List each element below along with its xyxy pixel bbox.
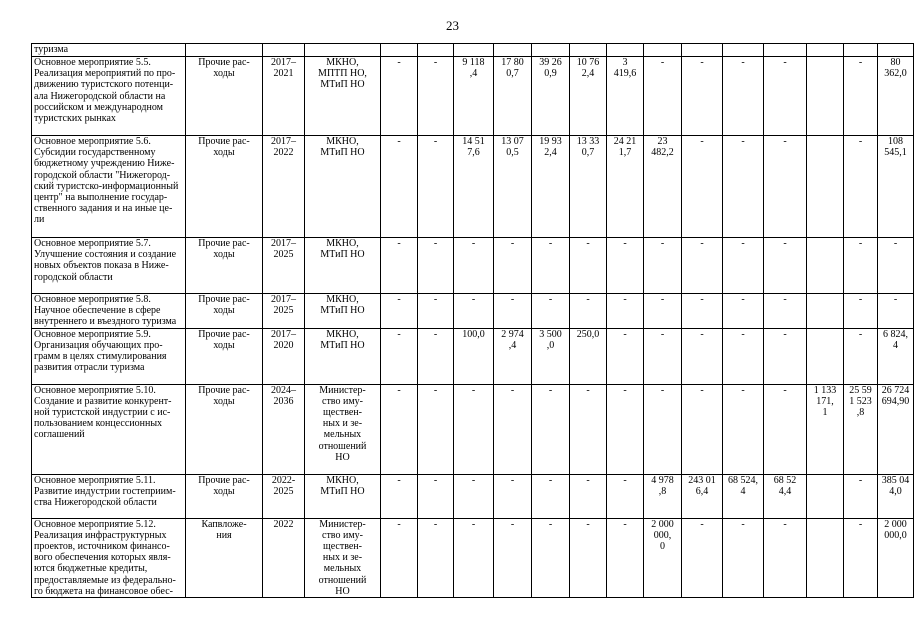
table-row <box>32 136 914 238</box>
value-cell: - <box>607 518 644 597</box>
value-cell: 14 51 7,6 <box>454 136 494 238</box>
value-cell: - <box>454 474 494 518</box>
table-row <box>32 294 914 329</box>
value-cell <box>807 57 844 136</box>
expense-type-cell: Прочие рас- ходы <box>186 384 263 474</box>
value-cell: - <box>381 136 418 238</box>
value-cell: 39 26 0,9 <box>532 57 570 136</box>
value-cell: 385 04 4,0 <box>878 474 914 518</box>
value-cell: - <box>844 474 878 518</box>
value-cell: - <box>844 57 878 136</box>
continuation-cell: туризма <box>32 44 186 57</box>
value-cell: 4 978 ,8 <box>644 474 682 518</box>
value-cell: 68 524, 4 <box>723 474 764 518</box>
value-cell: - <box>532 238 570 294</box>
value-cell: - <box>381 474 418 518</box>
value-cell: - <box>607 238 644 294</box>
value-cell: 2 974 ,4 <box>494 328 532 384</box>
value-cell: - <box>494 238 532 294</box>
period-cell: 2022- 2025 <box>263 474 305 518</box>
activity-name-cell: Основное мероприятие 5.6. Субсидии государственному бюджетному учреждению Ниже- городской области "Нижегород- ский туристско-информационный центр" на выполнение государ- ственного задания и на иные це- ли <box>32 136 186 238</box>
activity-name-cell: Основное мероприятие 5.10. Создание и развитие конкурент- ной туристской индустрии с ис- пользованием концессионных соглашений <box>32 384 186 474</box>
expense-type-cell: Прочие рас- ходы <box>186 294 263 329</box>
value-cell <box>807 136 844 238</box>
value-cell: 10 76 2,4 <box>570 57 607 136</box>
expense-type-cell: Прочие рас- ходы <box>186 57 263 136</box>
budget-table <box>31 43 914 598</box>
value-cell: - <box>844 294 878 329</box>
value-cell: 2 000 000, 0 <box>644 518 682 597</box>
value-cell: - <box>532 474 570 518</box>
value-cell: 13 33 0,7 <box>570 136 607 238</box>
value-cell: 68 52 4,4 <box>764 474 807 518</box>
value-cell <box>807 474 844 518</box>
value-cell <box>807 238 844 294</box>
expense-type-cell: Прочие рас- ходы <box>186 328 263 384</box>
value-cell: - <box>644 57 682 136</box>
value-cell: - <box>644 294 682 329</box>
value-cell: - <box>570 384 607 474</box>
executor-cell: МКНО, МТиП НО <box>305 474 381 518</box>
period-cell: 2022 <box>263 518 305 597</box>
value-cell: - <box>682 136 723 238</box>
value-cell: - <box>570 474 607 518</box>
value-cell: - <box>723 294 764 329</box>
value-cell: 23 482,2 <box>644 136 682 238</box>
value-cell: 19 93 2,4 <box>532 136 570 238</box>
table-row <box>32 238 914 294</box>
value-cell: 26 724 694,90 <box>878 384 914 474</box>
table-row <box>32 57 914 136</box>
executor-cell: МКНО, МПТП НО, МТиП НО <box>305 57 381 136</box>
value-cell: - <box>682 384 723 474</box>
value-cell: - <box>607 294 644 329</box>
value-cell: - <box>381 294 418 329</box>
value-cell: 3 500 ,0 <box>532 328 570 384</box>
table-row <box>32 384 914 474</box>
continuation-row <box>32 44 914 57</box>
value-cell: - <box>844 328 878 384</box>
value-cell: - <box>844 136 878 238</box>
value-cell: - <box>418 238 454 294</box>
value-cell: - <box>532 294 570 329</box>
value-cell: - <box>381 328 418 384</box>
value-cell: - <box>494 474 532 518</box>
period-cell: 2017– 2020 <box>263 328 305 384</box>
value-cell: - <box>844 518 878 597</box>
value-cell: - <box>682 518 723 597</box>
value-cell: - <box>494 384 532 474</box>
value-cell: - <box>418 474 454 518</box>
value-cell: - <box>454 518 494 597</box>
value-cell: - <box>532 518 570 597</box>
value-cell: - <box>381 238 418 294</box>
value-cell: - <box>418 518 454 597</box>
value-cell: - <box>764 57 807 136</box>
period-cell: 2017– 2022 <box>263 136 305 238</box>
value-cell: - <box>494 518 532 597</box>
value-cell: - <box>570 518 607 597</box>
value-cell: - <box>764 384 807 474</box>
value-cell: 2 000 000,0 <box>878 518 914 597</box>
value-cell: - <box>682 238 723 294</box>
value-cell: - <box>454 384 494 474</box>
value-cell: - <box>418 328 454 384</box>
value-cell: - <box>607 328 644 384</box>
value-cell: - <box>418 294 454 329</box>
value-cell: - <box>723 384 764 474</box>
value-cell: - <box>764 294 807 329</box>
activity-name-cell: Основное мероприятие 5.8. Научное обеспечение в сфере внутреннего и въездного туризма <box>32 294 186 329</box>
value-cell: - <box>764 136 807 238</box>
value-cell: 100,0 <box>454 328 494 384</box>
activity-name-cell: Основное мероприятие 5.12. Реализация инфраструктурных проектов, источником финансо- вого обеспечения которых явля- ются бюджетные кредиты, предоставляемые из федерально- го бюджета на финансовое обес- <box>32 518 186 597</box>
executor-cell: МКНО, МТиП НО <box>305 238 381 294</box>
value-cell: - <box>723 238 764 294</box>
executor-cell: МКНО, МТиП НО <box>305 328 381 384</box>
value-cell: 243 01 6,4 <box>682 474 723 518</box>
value-cell: - <box>723 328 764 384</box>
value-cell: - <box>381 57 418 136</box>
expense-type-cell: Прочие рас- ходы <box>186 474 263 518</box>
value-cell: - <box>607 474 644 518</box>
value-cell: 9 118 ,4 <box>454 57 494 136</box>
value-cell: 13 07 0,5 <box>494 136 532 238</box>
value-cell: - <box>570 238 607 294</box>
period-cell: 2017– 2025 <box>263 294 305 329</box>
value-cell: 1 133 171, 1 <box>807 384 844 474</box>
value-cell: - <box>682 294 723 329</box>
activity-name-cell: Основное мероприятие 5.7. Улучшение состояния и создание новых объектов показа в Ниже- городской области <box>32 238 186 294</box>
expense-type-cell: Прочие рас- ходы <box>186 238 263 294</box>
value-cell <box>807 518 844 597</box>
value-cell: 24 21 1,7 <box>607 136 644 238</box>
value-cell: - <box>570 294 607 329</box>
value-cell: - <box>682 328 723 384</box>
value-cell: 6 824, 4 <box>878 328 914 384</box>
value-cell: - <box>878 238 914 294</box>
value-cell: 250,0 <box>570 328 607 384</box>
expense-type-cell: Прочие рас- ходы <box>186 136 263 238</box>
value-cell: - <box>418 384 454 474</box>
value-cell: - <box>878 294 914 329</box>
value-cell: - <box>723 518 764 597</box>
value-cell: - <box>494 294 532 329</box>
value-cell: - <box>644 238 682 294</box>
value-cell <box>807 328 844 384</box>
value-cell: - <box>764 328 807 384</box>
value-cell: - <box>454 294 494 329</box>
activity-name-cell: Основное мероприятие 5.9. Организация обучающих про- грамм в целях стимулирования развития отрасли туризма <box>32 328 186 384</box>
value-cell: - <box>381 384 418 474</box>
value-cell: 25 59 1 523 ,8 <box>844 384 878 474</box>
expense-type-cell: Капвложе- ния <box>186 518 263 597</box>
period-cell: 2017– 2021 <box>263 57 305 136</box>
activity-name-cell: Основное мероприятие 5.11. Развитие индустрии гостеприим- ства Нижегородской области <box>32 474 186 518</box>
value-cell: 3 419,6 <box>607 57 644 136</box>
executor-cell: Министер- ство иму- ществен- ных и зе- мельных отношений НО <box>305 384 381 474</box>
page-number: 23 <box>446 18 459 33</box>
value-cell <box>807 294 844 329</box>
activity-name-cell: Основное мероприятие 5.5. Реализация мероприятий по про- движению туристского потенци- ала Нижегородской области на российском и международном туристских рынках <box>32 57 186 136</box>
value-cell: - <box>682 57 723 136</box>
executor-cell: Министер- ство иму- ществен- ных и зе- мельных отношений НО <box>305 518 381 597</box>
value-cell: - <box>607 384 644 474</box>
value-cell: - <box>723 57 764 136</box>
value-cell: - <box>723 136 764 238</box>
value-cell: - <box>764 518 807 597</box>
value-cell: - <box>532 384 570 474</box>
value-cell: - <box>418 57 454 136</box>
table-row <box>32 328 914 384</box>
value-cell: - <box>844 238 878 294</box>
value-cell: - <box>454 238 494 294</box>
value-cell: - <box>644 384 682 474</box>
period-cell: 2024– 2036 <box>263 384 305 474</box>
executor-cell: МКНО, МТиП НО <box>305 136 381 238</box>
table-row <box>32 474 914 518</box>
value-cell: - <box>644 328 682 384</box>
value-cell: 17 80 0,7 <box>494 57 532 136</box>
table-row <box>32 518 914 597</box>
period-cell: 2017– 2025 <box>263 238 305 294</box>
value-cell: 108 545,1 <box>878 136 914 238</box>
value-cell: - <box>764 238 807 294</box>
executor-cell: МКНО, МТиП НО <box>305 294 381 329</box>
value-cell: - <box>418 136 454 238</box>
value-cell: 80 362,0 <box>878 57 914 136</box>
value-cell: - <box>381 518 418 597</box>
